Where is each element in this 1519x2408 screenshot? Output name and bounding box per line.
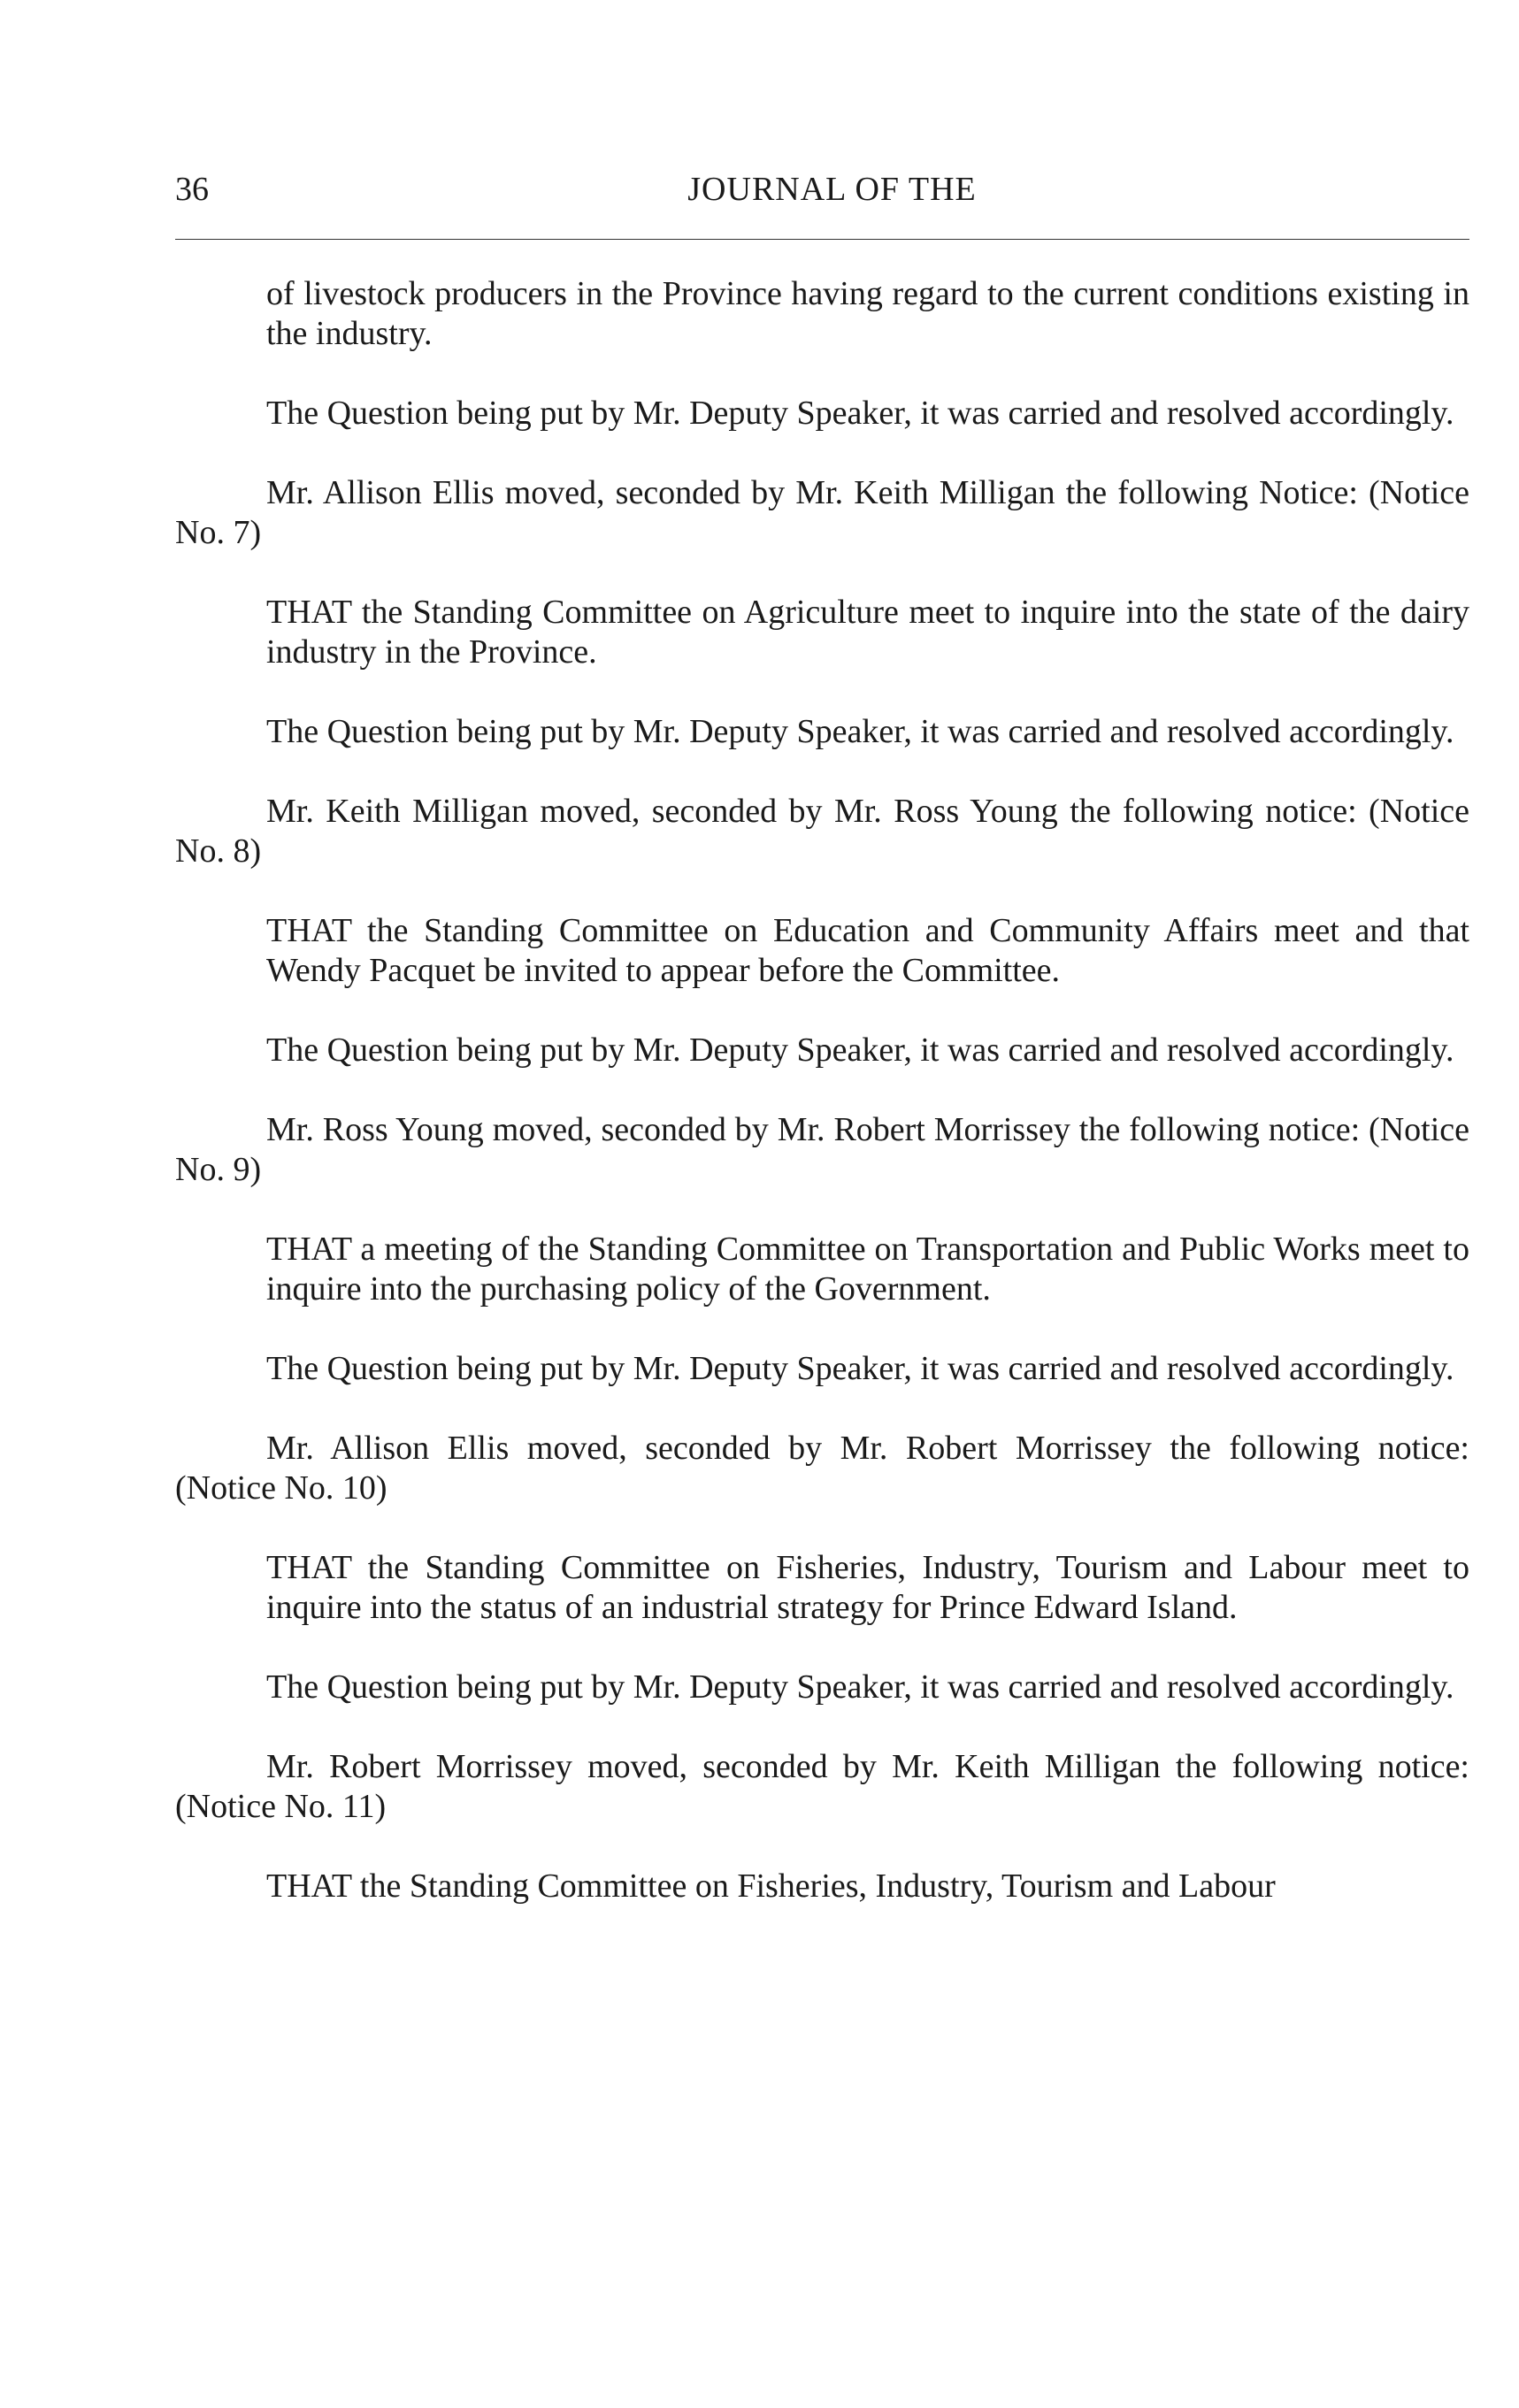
header-rule (175, 239, 1469, 240)
notice-11-text: THAT the Standing Committee on Fisheries, Industry, Tourism and Labour (266, 1867, 1276, 1905)
motion-notice-8: Mr. Keith Milligan moved, seconded by Mr. Ross Young the following notice: (Notice No. 8) (175, 793, 1469, 870)
journal-body (175, 274, 1469, 1946)
notice-9-text: THAT a meeting of the Standing Committee on Transportation and Public Works meet to inquire into the purchasing policy of the Government. (266, 1231, 1469, 1308)
motion-notice-11: Mr. Robert Morrissey moved, seconded by Mr. Keith Milligan the following notice: (Notice No. 11) (175, 1748, 1469, 1825)
question-resolution: The Question being put by Mr. Deputy Speaker, it was carried and resolved accordingly. (266, 1350, 1454, 1387)
notice-8-text: THAT the Standing Committee on Education and Community Affairs meet and that Wendy Pacquet be invited to appear before the Committee. (266, 912, 1469, 989)
page-header (175, 168, 1469, 211)
notice-10-text: THAT the Standing Committee on Fisheries, Industry, Tourism and Labour meet to inquire into the status of an industrial strategy for Prince Edward Island. (266, 1549, 1469, 1626)
motion-notice-10: Mr. Allison Ellis moved, seconded by Mr. Robert Morrissey the following notice: (Notice No. 10) (175, 1430, 1469, 1507)
question-resolution: The Question being put by Mr. Deputy Speaker, it was carried and resolved accordingly. (266, 1668, 1454, 1706)
question-resolution: The Question being put by Mr. Deputy Speaker, it was carried and resolved accordingly. (266, 713, 1454, 750)
page-number: 36 (175, 171, 209, 208)
motion-notice-9: Mr. Ross Young moved, seconded by Mr. Robert Morrissey the following notice: (Notice No. 9) (175, 1111, 1469, 1188)
notice-7-text: THAT the Standing Committee on Agriculture meet to inquire into the state of the dairy industry in the Province. (266, 594, 1469, 671)
quote-continuation: of livestock producers in the Province having regard to the current conditions existing in the industry. (266, 275, 1469, 352)
question-resolution: The Question being put by Mr. Deputy Speaker, it was carried and resolved accordingly. (266, 1031, 1454, 1069)
motion-notice-7: Mr. Allison Ellis moved, seconded by Mr. Keith Milligan the following Notice: (Notice No. 7) (175, 474, 1469, 551)
running-head: JOURNAL OF THE (687, 171, 977, 208)
question-resolution: The Question being put by Mr. Deputy Speaker, it was carried and resolved accordingly. (266, 395, 1454, 432)
